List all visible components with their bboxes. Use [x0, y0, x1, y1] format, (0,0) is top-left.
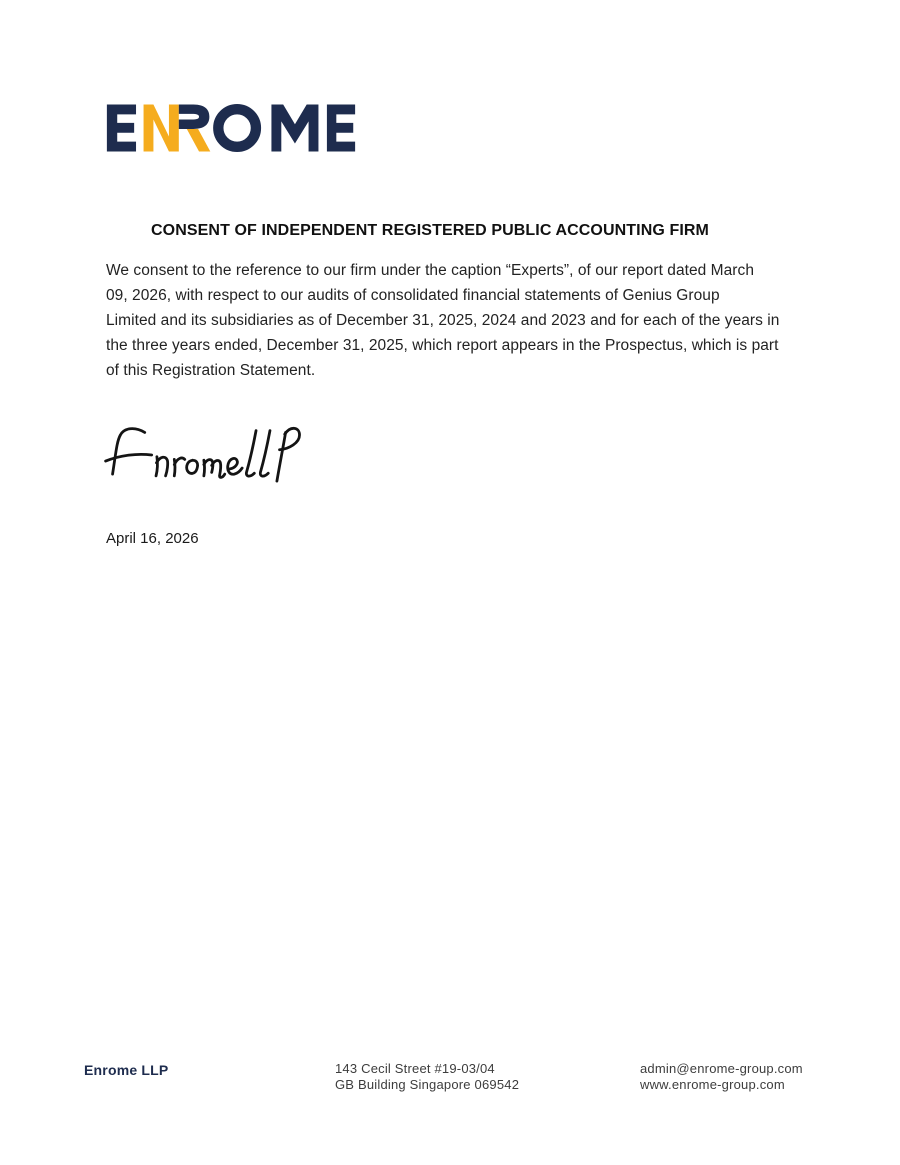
paragraph-line: We consent to the reference to our firm under the caption “Experts”, of our report dated March [106, 262, 754, 279]
letter-date: April 16, 2026 [106, 530, 199, 547]
paragraph-line: Limited and its subsidiaries as of December 31, 2025, 2024 and 2023 and for each of the years in [106, 312, 780, 329]
paragraph-line: 09, 2026, with respect to our audits of consolidated financial statements of Genius Group [106, 287, 720, 304]
footer-company-name: Enrome LLP [84, 1062, 169, 1078]
logo-letter-r-leg [187, 129, 211, 152]
footer-email: admin@enrome-group.com [640, 1061, 803, 1076]
footer-website: www.enrome-group.com [640, 1076, 785, 1092]
paragraph-line: of this Registration Statement. [106, 362, 316, 379]
logo-letter-e1 [107, 104, 136, 151]
logo-letter-o [218, 109, 256, 147]
paragraph-line: the three years ended, December 31, 2025, which report appears in the Prospectus, which is part [106, 337, 779, 354]
logo-letter-e2 [327, 104, 355, 151]
footer-address [335, 1061, 519, 1092]
enrome-logo [105, 103, 357, 153]
logo-letter-r-bowl [179, 104, 210, 128]
footer-contact [640, 1061, 803, 1092]
document-heading: CONSENT OF INDEPENDENT REGISTERED PUBLIC ACCOUNTING FIRM [151, 222, 709, 239]
footer-address-line2: GB Building Singapore 069542 [335, 1076, 520, 1092]
signature-image [103, 420, 303, 490]
footer-address-line1: 143 Cecil Street #19-03/04 [335, 1061, 495, 1076]
logo-letter-n [144, 104, 179, 151]
consent-paragraph [106, 258, 826, 383]
page-footer [0, 1061, 900, 1095]
logo-letter-m [271, 104, 318, 151]
